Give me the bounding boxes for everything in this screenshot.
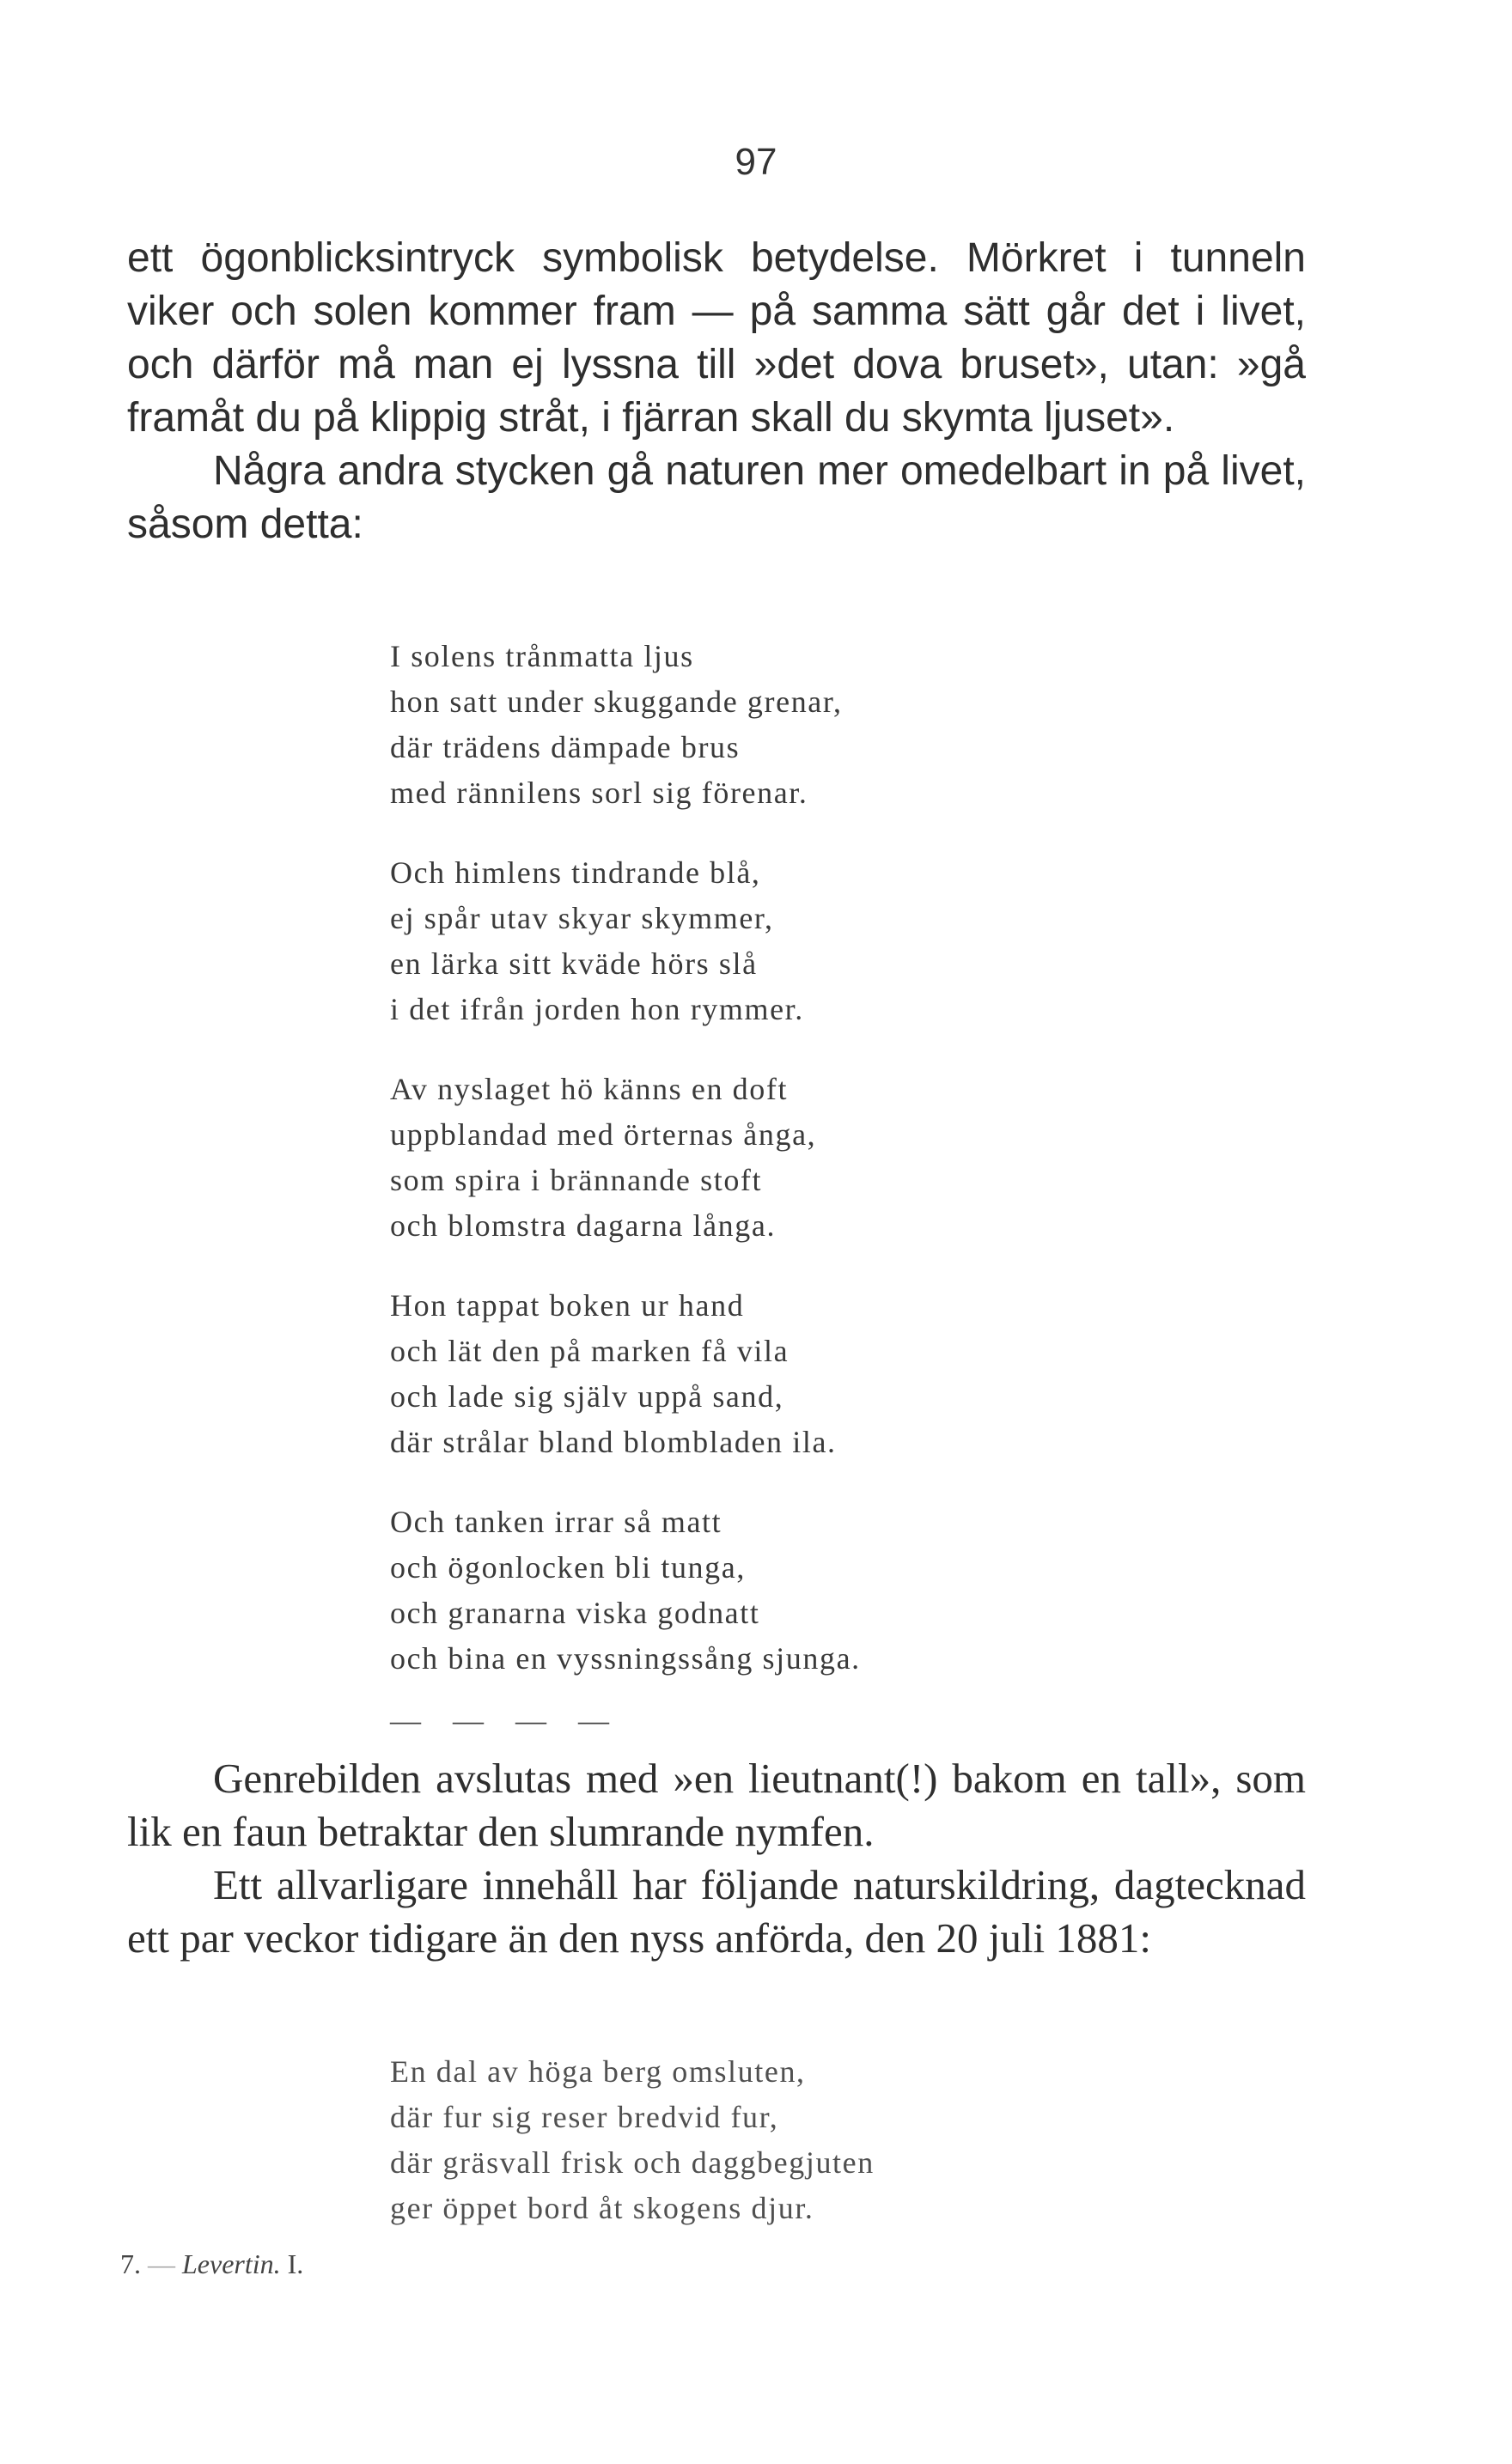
poem-stanza [390,850,861,1032]
prose-paragraph: ett ögonblicksintryck symbolisk betydelse. Mörkret i tunneln viker och solen kommer fram — på samma sätt går det i livet, och därför må man ej lyssna till »det dova bruset», utan: »gå framåt du på klippig stråt, i fjärran skall du skymta ljuset». [127,235,1306,441]
signature-dash: — [148,2248,175,2279]
signature-volume: I. [287,2248,304,2279]
poem-line: hon satt under skuggande grenar, [390,684,843,719]
poem-line: Och himlens tindrande blå, [390,855,761,890]
poem-stanza [390,634,861,816]
poem-line: och ögonlocken bli tunga, [390,1550,746,1585]
signature-number: 7. [120,2248,141,2279]
poem-line: Och tanken irrar så matt [390,1505,722,1539]
poem-stanza [390,1067,861,1249]
poem-one [390,634,861,1716]
prose-paragraph: Ett allvarligare innehåll har följande naturskildring, dagtecknad ett par veckor tidigare än den nyss anförda, den 20 juli 1881: [127,1861,1306,1962]
prose-block-bottom [127,1752,1306,1965]
poem-line: En dal av höga berg omsluten, [390,2054,806,2089]
poem-stanza [390,1500,861,1682]
prose-block-top [127,232,1306,551]
poem-line: där gräsvall frisk och daggbegjuten [390,2145,875,2180]
poem-two [390,2049,875,2266]
poem-line: i det ifrån jorden hon rymmer. [390,992,804,1026]
prose-paragraph: Några andra stycken gå naturen mer omedelbart in på livet, såsom detta: [127,448,1306,547]
poem-line: ger öppet bord åt skogens djur. [390,2191,814,2225]
poem-line: som spira i brännande stoft [390,1163,763,1197]
poem-stanza [390,1283,861,1465]
poem-stanza [390,2049,875,2231]
page-number: 97 [735,141,777,183]
poem-line: med rännilens sorl sig förenar. [390,776,808,810]
poem-line: Hon tappat boken ur hand [390,1288,745,1323]
signature-author: Levertin. [182,2248,281,2279]
poem-line: I solens trånmatta ljus [390,639,694,673]
poem-line: och blomstra dagarna långa. [390,1208,777,1243]
poem-line: och bina en vyssningssång sjunga. [390,1641,861,1676]
poem-line: en lärka sitt kväde hörs slå [390,946,758,981]
poem-line: och granarna viska godnatt [390,1596,760,1630]
poem-line: och lade sig själv uppå sand, [390,1379,784,1414]
poem-line: och lät den på marken få vila [390,1334,790,1368]
poem-line: där fur sig reser bredvid fur, [390,2100,779,2134]
poem-line: ej spår utav skyar skymmer, [390,901,774,935]
poem-line: Av nyslaget hö känns en doft [390,1072,789,1106]
prose-paragraph: Genrebilden avslutas med »en lieutnant(!) bakom en tall», som lik en faun betraktar den slumrande nymfen. [127,1755,1306,1855]
section-end-rule: — — — — [390,1703,621,1737]
poem-line: där strålar bland blombladen ila. [390,1425,837,1459]
poem-line: där trädens dämpade brus [390,730,741,764]
poem-line: uppblandad med örternas ånga, [390,1117,817,1152]
signature-footer [120,2248,303,2280]
